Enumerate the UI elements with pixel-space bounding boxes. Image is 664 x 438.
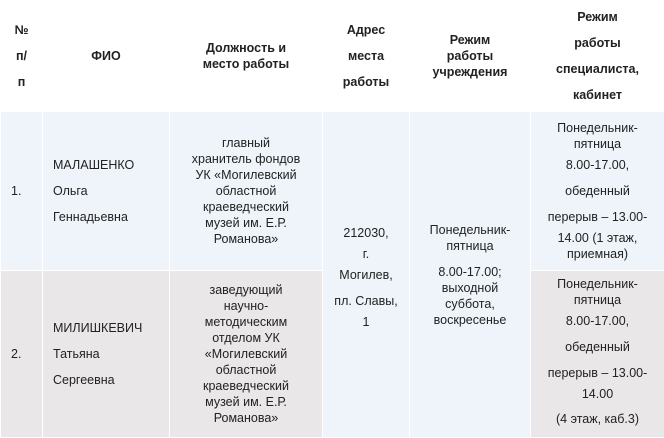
schedule-line: перерыв – 13.00-: [531, 360, 664, 386]
schedule-line: 8.00-17.00,: [531, 308, 664, 334]
address-line: пл. Славы,: [323, 288, 409, 314]
schedule-line: 8.00-17.00,: [531, 152, 664, 178]
header-number: [1, 1, 43, 112]
schedule-line: обеденный: [531, 334, 664, 360]
row-number: 1.: [1, 112, 43, 271]
table-row: [1, 112, 664, 271]
address-line: г.: [323, 246, 409, 262]
position-line: краеведческий: [170, 378, 322, 394]
fio-surname: МИЛИШКЕВИЧ: [53, 315, 169, 341]
institution-hours-line: 8.00-17.00;: [410, 264, 530, 280]
row-fio: [43, 112, 170, 271]
fio-surname: МАЛАШЕНКО: [53, 152, 169, 178]
position-line: областной: [170, 183, 322, 199]
schedule-line: Понедельник-: [531, 276, 664, 292]
position-line: отделом УК: [170, 330, 322, 346]
header-specialist-hours-line: специалиста,: [531, 56, 664, 82]
schedule-line: перерыв – 13.00-: [531, 204, 664, 230]
row-position: [170, 271, 323, 438]
schedule-line: Понедельник-: [531, 120, 664, 136]
position-line: главный: [170, 135, 322, 151]
header-address-line: работы: [323, 69, 409, 95]
position-line: Романова»: [170, 410, 322, 426]
row-position: [170, 112, 323, 271]
header-position-line: Должность и: [170, 40, 322, 56]
header-fio: [43, 1, 170, 112]
header-position-line: место работы: [170, 56, 322, 72]
position-line: областной: [170, 362, 322, 378]
header-address: [323, 1, 410, 112]
row-fio: [43, 271, 170, 438]
header-position: [170, 1, 323, 112]
position-line: заведующий: [170, 282, 322, 298]
row-specialist-hours: [531, 112, 664, 271]
header-fio-text: ФИО: [43, 48, 169, 64]
fio-patronymic: Сергеевна: [53, 367, 169, 393]
schedule-line: пятница: [531, 136, 664, 152]
address-line: 1: [323, 314, 409, 330]
institution-hours-cell: [410, 112, 531, 438]
institution-hours-line: Понедельник-: [410, 222, 530, 238]
institution-hours-line: воскресенье: [410, 312, 530, 328]
header-institution-hours-line: работы: [410, 48, 530, 64]
address-line: 212030,: [323, 220, 409, 246]
schedule-line: 14.00: [531, 386, 664, 402]
schedule-line: приемная): [531, 246, 664, 262]
position-line: музей им. Е.Р.: [170, 215, 322, 231]
fio-name: Татьяна: [53, 341, 169, 367]
position-line: методическим: [170, 314, 322, 330]
institution-hours-line: суббота,: [410, 296, 530, 312]
institution-hours-line: выходной: [410, 280, 530, 296]
position-line: Романова»: [170, 231, 322, 247]
header-number-line: п: [1, 69, 42, 95]
header-specialist-hours: [531, 1, 664, 112]
position-line: «Могилевский: [170, 346, 322, 362]
position-line: хранитель фондов: [170, 151, 322, 167]
schedule-line: пятница: [531, 292, 664, 308]
schedule-line: обеденный: [531, 178, 664, 204]
fio-name: Ольга: [53, 178, 169, 204]
header-institution-hours-line: учреждения: [410, 64, 530, 80]
position-line: научно-: [170, 298, 322, 314]
position-line: музей им. Е.Р.: [170, 394, 322, 410]
header-institution-hours: [410, 1, 531, 112]
header-number-line: №: [1, 17, 42, 43]
address-cell: [323, 112, 410, 438]
header-institution-hours-line: Режим: [410, 32, 530, 48]
row-specialist-hours: [531, 271, 664, 438]
header-specialist-hours-line: работы: [531, 30, 664, 56]
position-line: УК «Могилевский: [170, 167, 322, 183]
position-line: краеведческий: [170, 199, 322, 215]
header-number-line: п/: [1, 43, 42, 69]
schedule-line: 14.00 (1 этаж,: [531, 230, 664, 246]
table-header-row: [1, 1, 664, 112]
header-specialist-hours-line: Режим: [531, 4, 664, 30]
header-specialist-hours-line: кабинет: [531, 82, 664, 108]
fio-patronymic: Геннадьевна: [53, 204, 169, 230]
institution-hours-line: пятница: [410, 238, 530, 254]
schedule-line: (4 этаж, каб.3): [531, 406, 664, 432]
header-address-line: Адрес: [323, 17, 409, 43]
row-number: 2.: [1, 271, 43, 438]
address-line: Могилев,: [323, 262, 409, 288]
header-address-line: места: [323, 43, 409, 69]
